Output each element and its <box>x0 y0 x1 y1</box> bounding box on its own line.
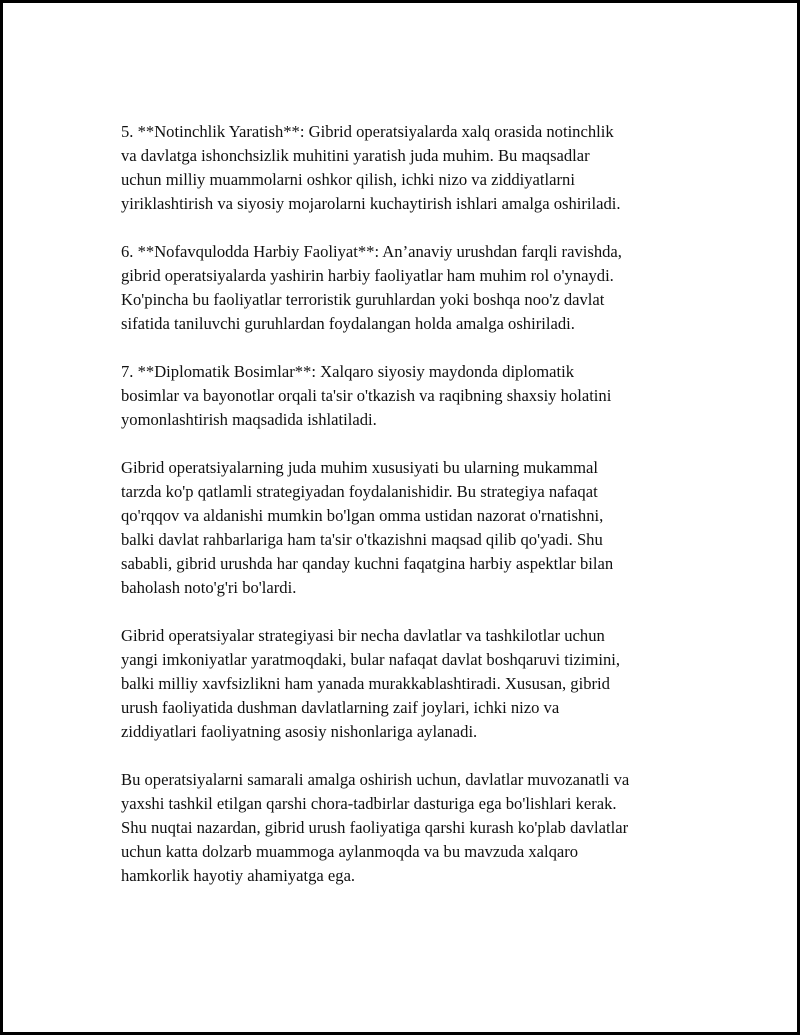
document-body <box>121 120 701 888</box>
paragraph-nofavqulodda-harbiy-faoliyat: 6. **Nofavqulodda Harbiy Faoliyat**: An’anaviy urushdan farqli ravishda, gibrid operatsiyalarda yashirin harbiy faoliyatlar ham muhim rol o'ynaydi. Ko'pincha bu faoliyatlar terroristik guruhlardan yoki boshqa noo'z davlat sifatida taniluvchi guruhlardan foydalangan holda amalga oshiriladi. <box>121 242 622 333</box>
paragraph-chora-tadbirlar: Bu operatsiyalarni samarali amalga oshirish uchun, davlatlar muvozanatli va yaxshi tashkil etilgan qarshi chora-tadbirlar dasturiga ega bo'lishlari kerak. Shu nuqtai nazardan, gibrid urush faoliyatiga qarshi kurash ko'plab davlatlar uchun katta dolzarb muammoga aylanmoqda va bu mavzuda xalqaro hamkorlik hayotiy ahamiyatga ega. <box>121 770 630 885</box>
paragraph-notinchlik-yaratish: 5. **Notinchlik Yaratish**: Gibrid operatsiyalarda xalq orasida notinchlik va davlatga ishonchsizlik muhitini yaratish juda muhim. Bu maqsadlar uchun milliy muammolarni oshkor qilish, ichki nizo va ziddiyatlarni yiriklashtirish va siyosiy mojarolarni kuchaytirish ishlari amalga oshiriladi. <box>121 122 621 213</box>
paragraph-imkoniyatlar: Gibrid operatsiyalar strategiyasi bir necha davlatlar va tashkilotlar uchun yangi imkoniyatlar yaratmoqdaki, bular nafaqat davlat boshqaruvi tizimini, balki milliy xavfsizlikni ham yanada murakkablashtiradi. Xususan, gibrid urush faoliyatida dushman davlatlarning zaif joylari, ichki nizo va ziddiyatlari faoliyatning asosiy nishonlariga aylanadi. <box>121 626 621 741</box>
paragraph-strategiya: Gibrid operatsiyalarning juda muhim xususiyati bu ularning mukammal tarzda ko'p qatlamli strategiyadan foydalanishidir. Bu strategiya nafaqat qo'rqqov va aldanishi mumkin bo'lgan omma ustidan nazorat o'rnatishni, balki davlat rahbarlariga ham ta'sir o'tkazishni maqsad qilib qo'yadi. Shu sababli, gibrid urushda har qanday kuchni faqatgina harbiy aspektlar bilan baholash noto'g'ri bo'lardi. <box>121 458 614 597</box>
paragraph-diplomatik-bosimlar: 7. **Diplomatik Bosimlar**: Xalqaro siyosiy maydonda diplomatik bosimlar va bayonotlar orqali ta'sir o'tkazish va raqibning shaxsiy holatini yomonlashtirish maqsadida ishlatiladi. <box>121 362 612 429</box>
